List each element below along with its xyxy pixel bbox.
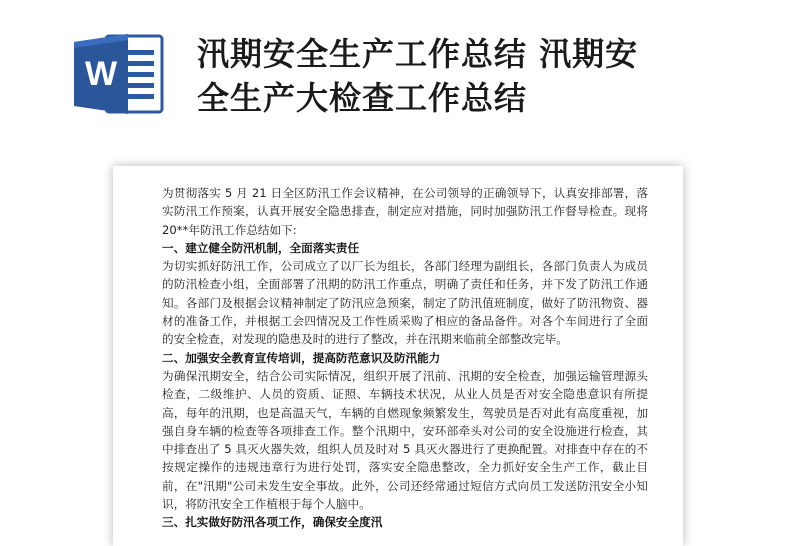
body-paragraph: 为确保汛期安全，结合公司实际情况，组织开展了汛前、汛期的安全检查，加强运输管理源头检查，二级维护、人员的资质、证照、车辆技术状况，从业人员是否对安全隐患意识有所提高，每年的汛期，也是高温天气，车辆的自燃现象频繁发生，驾驶员是否对此有高度重视，加强自身车辆的检查等各项排查工作。整个汛期中，安环部牵头对公司的安全设施进行检查，其中排查出了 5 具灭火器失效，组织人员及时对 5 具灭火器进行了更换配置。对排查中存在的不按规定操作的违规违章行为进行处罚，落实安全隐患整改，全力抓好安全生产工作，截止目前，在"汛期"公司未发生安全事故。此外，公司还经常通过短信方式向员工发送防汛安全小知识，将防汛安全工作植根于每个人脑中。: [162, 368, 648, 512]
body-paragraph: 为切实抓好防汛工作，公司成立了以厂长为组长，各部门经理为副组长，各部门负责人为成员的防汛检查小组，全面部署了汛期的防汛工作重点，明确了责任和任务，并下发了防汛工作通知。各部门及根据会议精神制定了防汛应急预案，制定了防汛值班制度，做好了防汛物资、器材的准备工作，并根据工会四情况及工作性质采购了相应的备品备件。对各个车间进行了全面的安全检查，对发现的隐患及时的进行了整改，并在汛期来临前全部整改完毕。: [162, 259, 648, 347]
word-icon-letter: W: [84, 55, 118, 93]
page-header: [0, 0, 800, 160]
title-line-2: 全生产大检查工作总结: [197, 79, 528, 117]
document-body: [162, 184, 648, 532]
document-page: [113, 166, 683, 546]
word-document-icon: [70, 30, 166, 118]
section-heading: 二、加强安全教育宣传培训，提高防范意识及防汛能力: [162, 350, 441, 365]
page-title: [197, 32, 757, 120]
title-line-1: 汛期安全生产工作总结 汛期安: [197, 35, 639, 73]
body-paragraph: 为贯彻落实 5 月 21 日全区防汛工作会议精神，在公司领导的正确领导下，认真安排部署，落实防汛工作预案，认真开展安全隐患排查，制定应对措施，同时加强防汛工作督导检查。现将 20**年防汛工作总结如下:: [162, 186, 648, 237]
section-heading: 三、扎实做好防汛各项工作，确保安全度汛: [162, 515, 383, 530]
section-heading: 一、建立健全防汛机制，全面落实责任: [162, 240, 360, 255]
